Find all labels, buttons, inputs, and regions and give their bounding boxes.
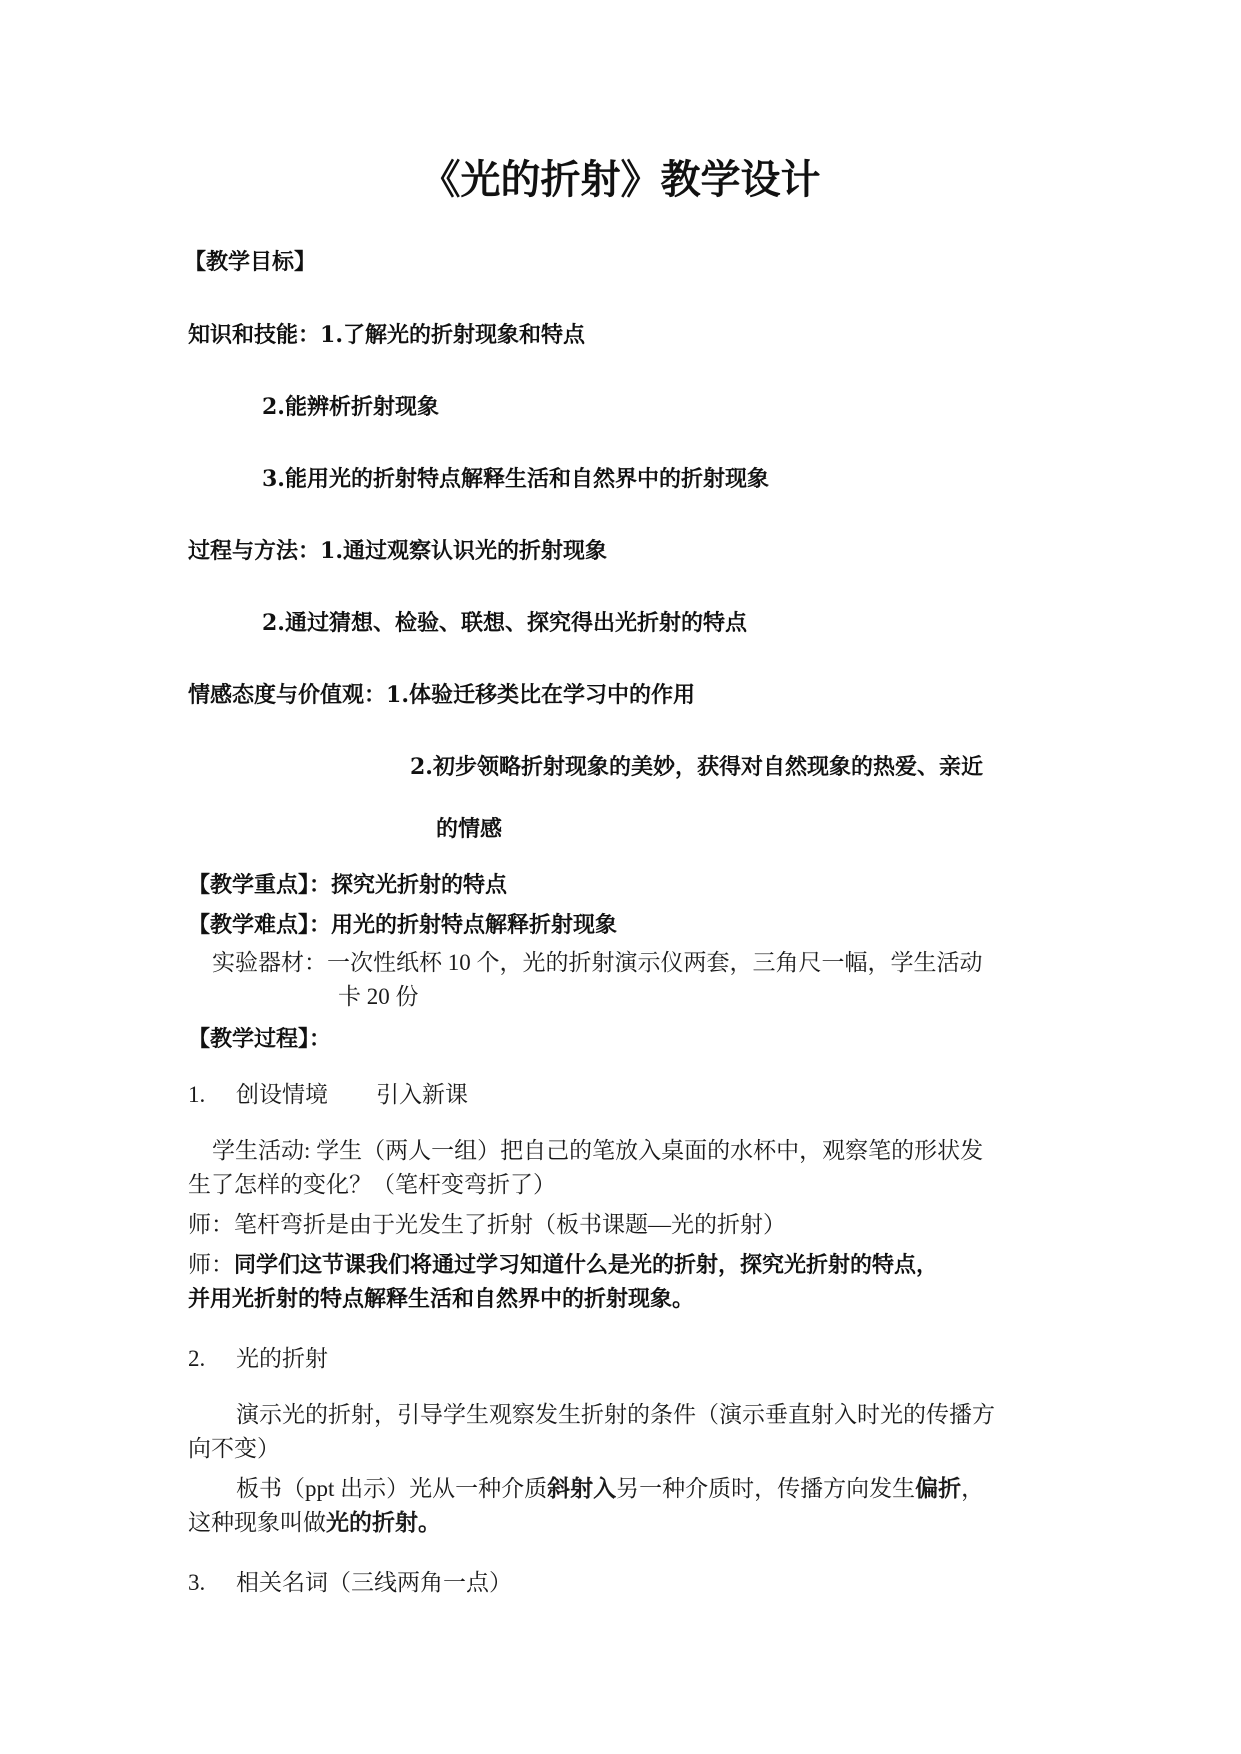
section-3-number: 3. bbox=[188, 1570, 206, 1595]
board-text-d: 偏折 bbox=[915, 1476, 962, 1501]
materials-line bbox=[212, 946, 983, 980]
knowledge-label: 知识和技能： bbox=[188, 322, 321, 348]
key-point-line bbox=[188, 868, 507, 902]
process-heading: 【教学过程】： bbox=[188, 1026, 332, 1052]
board2-text-b: 光的折射 bbox=[326, 1510, 418, 1535]
section-1-title-a: 创设情境 bbox=[236, 1082, 328, 1107]
difficulty-text: 用光的折射特点解释折射现象 bbox=[331, 912, 618, 938]
key-point-text: 探究光折射的特点 bbox=[331, 872, 508, 898]
knowledge-item-3: 3.能用光的折射特点解释生活和自然界中的折射现象 bbox=[262, 466, 769, 492]
board-text-b: 斜射入 bbox=[547, 1476, 617, 1501]
section-1-number: 1. bbox=[188, 1082, 206, 1107]
teacher-prefix: 师： bbox=[188, 1252, 234, 1277]
process-item-1: 1.通过观察认识光的折射现象 bbox=[320, 538, 607, 564]
emotion-label: 情感态度与价值观： bbox=[188, 682, 387, 708]
emotion-item-2: 2.初步领略折射现象的美妙，获得对自然现象的热爱、亲近 bbox=[410, 754, 983, 780]
section-2-title bbox=[188, 1342, 328, 1376]
materials-cont: 卡 20 份 bbox=[338, 984, 419, 1009]
board-text-e: ， bbox=[961, 1476, 985, 1501]
difficulty-line bbox=[188, 908, 617, 942]
knowledge-item-2: 2.能辨析折射现象 bbox=[262, 394, 439, 420]
board-line-2 bbox=[188, 1506, 441, 1540]
demo-line-1: 演示光的折射，引导学生观察发生折射的条件（演示垂直射入时光的传播方 bbox=[236, 1402, 995, 1427]
materials-text: 一次性纸杯 10 个，光的折射演示仪两套，三角尺一幅，学生活动 bbox=[327, 950, 983, 975]
section-2-title-text: 光的折射 bbox=[236, 1346, 328, 1371]
section-1-title-b: 引入新课 bbox=[376, 1082, 468, 1107]
board2-text-a: 这种现象叫做 bbox=[188, 1510, 326, 1535]
board-text-a: 板书（ppt 出示）光从一种介质 bbox=[236, 1476, 548, 1501]
teacher-line-2 bbox=[188, 1248, 938, 1283]
page-title: 《光的折射》教学设计 bbox=[420, 156, 821, 203]
section-2-number: 2. bbox=[188, 1346, 206, 1371]
board-line-1 bbox=[236, 1472, 984, 1506]
section-3-title bbox=[188, 1566, 512, 1600]
teacher-line-2-text: 同学们这节课我们将通过学习知道什么是光的折射，探究光折射的特点， bbox=[234, 1252, 939, 1278]
objectives-heading: 【教学目标】 bbox=[184, 249, 317, 275]
emotion-item-2-cont: 的情感 bbox=[436, 816, 503, 842]
emotion-values-line bbox=[188, 678, 695, 712]
demo-line-2: 向不变） bbox=[188, 1436, 280, 1461]
process-methods-line bbox=[188, 534, 607, 568]
board-text-c: 另一种介质时，传播方向发生 bbox=[616, 1476, 916, 1501]
teacher-line-2-cont: 并用光折射的特点解释生活和自然界中的折射现象。 bbox=[188, 1286, 695, 1312]
board2-text-c: 。 bbox=[418, 1510, 441, 1535]
teacher-line-1: 师：笔杆弯折是由于光发生了折射（板书课题—光的折射） bbox=[188, 1212, 786, 1237]
process-item-2: 2.通过猜想、检验、联想、探究得出光折射的特点 bbox=[262, 610, 747, 636]
section-1-title bbox=[188, 1078, 468, 1112]
activity-line-2: 生了怎样的变化？（笔杆变弯折了） bbox=[188, 1172, 556, 1197]
emotion-item-1: 1.体验迁移类比在学习中的作用 bbox=[386, 682, 695, 708]
activity-line-1: 学生活动: 学生（两人一组）把自己的笔放入桌面的水杯中，观察笔的形状发 bbox=[212, 1138, 984, 1163]
process-label: 过程与方法： bbox=[188, 538, 321, 564]
knowledge-skills-line bbox=[188, 318, 585, 352]
section-3-title-text: 相关名词（三线两角一点） bbox=[236, 1570, 512, 1595]
difficulty-label: 【教学难点】： bbox=[188, 912, 332, 938]
materials-label: 实验器材： bbox=[212, 950, 327, 975]
key-point-label: 【教学重点】： bbox=[188, 872, 332, 898]
knowledge-item-1: 1.了解光的折射现象和特点 bbox=[320, 322, 585, 348]
